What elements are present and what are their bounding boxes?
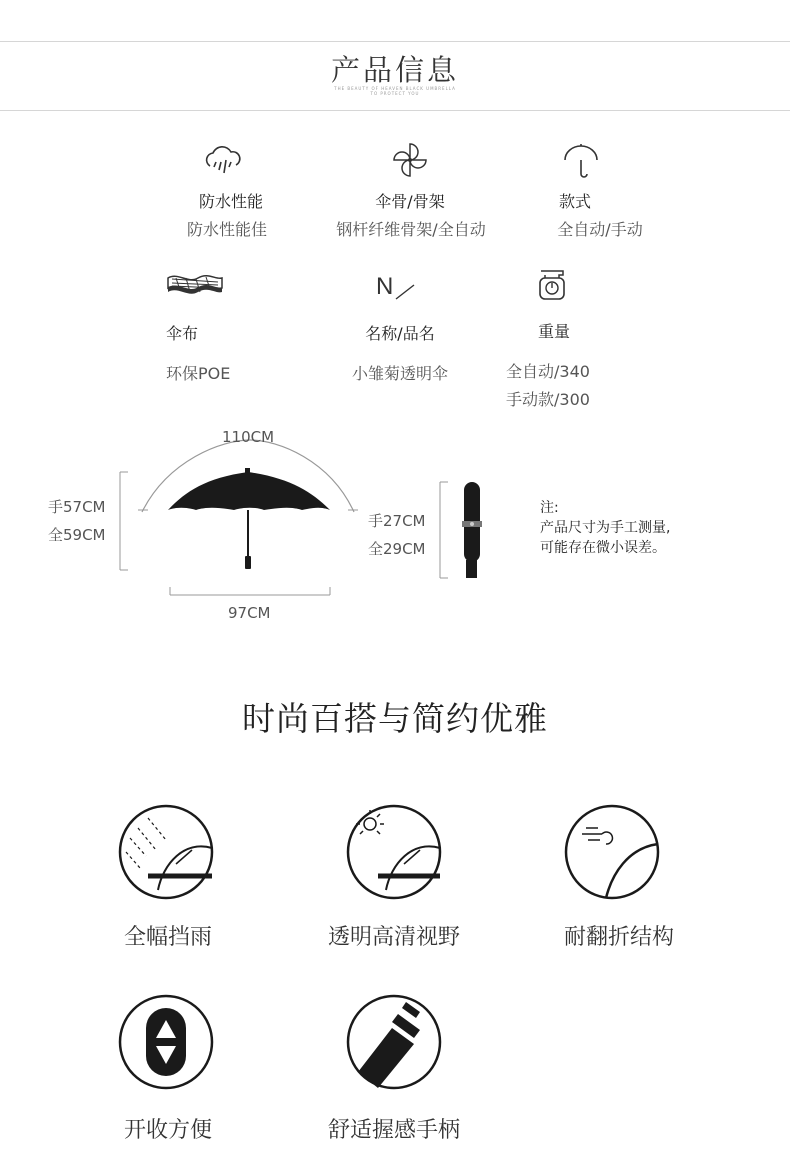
subtitle-line-2: TO PROTECT YOU [370,91,420,96]
spec-label-frame: 伞骨/骨架 [375,192,445,211]
spec-value-weight-manual: 手动款/300 [506,390,590,409]
spec-value-weight-auto: 全自动/340 [506,362,590,381]
feature-label-wind-resistant: 耐翻折结构 [563,925,674,950]
name-n-icon [376,272,416,302]
closed-length-auto-label: 全29CM [368,540,426,558]
fabric-icon [166,270,224,302]
open-close-icon [118,994,214,1090]
spec-label-weight: 重量 [537,322,570,341]
note-line-2: 可能存在微小误差。 [540,540,666,556]
spec-label-fabric: 伞布 [166,324,199,343]
open-height-manual-label: 手57CM [48,498,106,516]
spec-value-name: 小雏菊透明伞 [351,364,448,383]
rain-shield-icon [118,804,214,900]
umbrella-outline-icon [562,142,600,182]
sun-clear-view-icon [346,804,442,900]
feature-label-rain-shield: 全幅挡雨 [123,925,212,950]
subtitle-line-1: THE BEAUTY OF HEAVEN BLACK UMBRELLA [334,86,456,91]
feature-label-open-close: 开收方便 [123,1118,212,1143]
svg-text:N: N [376,273,394,300]
spec-value-style: 全自动/手动 [557,220,643,239]
spec-value-waterproof: 防水性能佳 [186,220,267,239]
spec-label-waterproof: 防水性能 [198,192,263,211]
open-width-label: 97CM [228,604,271,622]
note-title: 注: [540,500,559,516]
wind-resistant-icon [564,804,660,900]
pinwheel-icon [388,138,434,182]
open-span-label: 110CM [222,428,275,446]
handle-grip-icon [346,994,442,1090]
feature-label-clear-view: 透明高清视野 [327,925,460,950]
spec-value-frame: 钢杆纤维骨架/全自动 [336,220,486,239]
feature-label-handle-grip: 舒适握感手柄 [327,1118,460,1143]
spec-value-fabric: 环保POE [166,364,231,383]
features-heading: 时尚百搭与简约优雅 [242,699,548,738]
rain-cloud-icon [202,140,244,182]
spec-label-name: 名称/品名 [365,324,435,343]
closed-length-manual-label: 手27CM [368,512,426,530]
note-line-1: 产品尺寸为手工测量, [540,520,671,536]
scale-icon [536,266,568,302]
header-bottom-divider [0,110,790,111]
open-height-auto-label: 全59CM [48,526,106,544]
spec-label-style: 款式 [558,192,591,211]
header-top-divider [0,41,790,42]
measurement-note [540,498,670,558]
page-title: 产品信息 [330,53,459,87]
page-subtitle [0,86,790,96]
